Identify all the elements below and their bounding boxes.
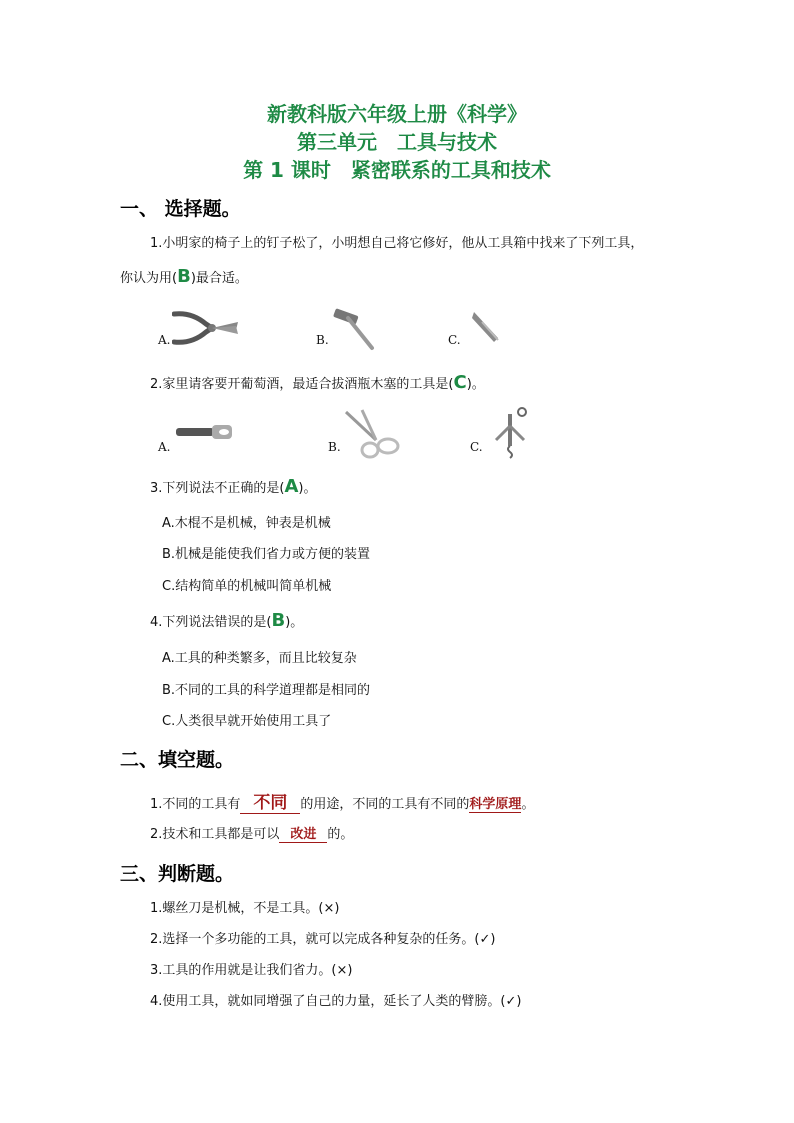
q2-suffix: )。 bbox=[466, 377, 485, 392]
q4-prompt bbox=[150, 610, 303, 631]
q1-option-c-label: C. bbox=[448, 333, 461, 347]
fill-1-answer: 不同 bbox=[240, 788, 300, 814]
q1-answer: B bbox=[177, 266, 191, 287]
q3-answer: A bbox=[284, 476, 299, 497]
q3-prefix: 3.下列说法不正确的是( bbox=[150, 481, 285, 496]
q3-option-b: B.机械是能使我们省力或方便的装置 bbox=[162, 547, 371, 562]
section-heading-fill: 二、填空题。 bbox=[120, 749, 235, 771]
bottle-opener-icon bbox=[174, 420, 236, 444]
q3-suffix: )。 bbox=[298, 481, 317, 496]
q4-answer: B bbox=[271, 610, 286, 631]
q2-answer: C bbox=[453, 372, 467, 393]
fill-2-prefix: 2.技术和工具都是可以 bbox=[150, 827, 280, 842]
q3-prompt bbox=[150, 476, 317, 497]
q2-option-a-label: A. bbox=[158, 440, 171, 454]
q4-option-a: A.工具的种类繁多，而且比较复杂 bbox=[162, 651, 357, 666]
document-title: 新教科版六年级上册《科学》 bbox=[267, 102, 527, 126]
judge-2: 2.选择一个多功能的工具，就可以完成各种复杂的任务。(✓) bbox=[150, 932, 496, 947]
fill-1-mid: 的用途，不同的工具有不同的 bbox=[300, 797, 470, 812]
q1-option-b-label: B. bbox=[316, 333, 329, 347]
judge-1: 1.螺丝刀是机械，不是工具。(×) bbox=[150, 901, 340, 916]
knife-icon bbox=[468, 308, 504, 348]
q4-option-b: B.不同的工具的科学道理都是相同的 bbox=[162, 683, 371, 698]
fill-1-suffix: 。 bbox=[521, 797, 535, 812]
q1-prompt bbox=[120, 266, 248, 287]
unit-title: 第三单元 工具与技术 bbox=[297, 130, 497, 154]
q2-prompt bbox=[150, 372, 485, 393]
q4-prefix: 4.下列说法错误的是( bbox=[150, 615, 272, 630]
q2-option-c-label: C. bbox=[470, 440, 483, 454]
corkscrew-icon bbox=[492, 406, 534, 460]
fill-2-answer: 改进 bbox=[279, 823, 327, 843]
q1-text: 1.小明家的椅子上的钉子松了，小明想自己将它修好，他从工具箱中找来了下列工具， bbox=[150, 236, 644, 251]
q1-suffix: )最合适。 bbox=[190, 271, 248, 286]
fill-1-prefix: 1.不同的工具有 bbox=[150, 797, 241, 812]
lesson-title: 第 1 课时 紧密联系的工具和技术 bbox=[243, 158, 551, 182]
q3-option-a: A.木棍不是机械，钟表是机械 bbox=[162, 516, 331, 531]
judge-3: 3.工具的作用就是让我们省力。(×) bbox=[150, 963, 353, 978]
fill-1-answer2: 科学原理 bbox=[469, 797, 522, 812]
scissors-icon bbox=[342, 408, 404, 460]
fill-2 bbox=[150, 823, 353, 843]
pliers-icon bbox=[172, 308, 242, 348]
q4-suffix: )。 bbox=[285, 615, 304, 630]
q4-option-c: C.人类很早就开始使用工具了 bbox=[162, 714, 332, 729]
q3-option-c: C.结构简单的机械叫简单机械 bbox=[162, 579, 332, 594]
fill-1 bbox=[150, 788, 534, 814]
q2-option-b-label: B. bbox=[328, 440, 341, 454]
fill-2-suffix: 的。 bbox=[327, 827, 354, 842]
q2-prefix: 2.家里请客要开葡萄酒，最适合拔酒瓶木塞的工具是( bbox=[150, 377, 454, 392]
q1-option-a-label: A. bbox=[158, 333, 171, 347]
section-heading-choice: 一、 选择题。 bbox=[120, 198, 241, 220]
q1-prefix: 你认为用( bbox=[120, 271, 178, 286]
hammer-icon bbox=[330, 308, 380, 352]
judge-4: 4.使用工具，就如同增强了自己的力量，延长了人类的臂膀。(✓) bbox=[150, 994, 522, 1009]
section-heading-judge: 三、判断题。 bbox=[120, 863, 235, 885]
